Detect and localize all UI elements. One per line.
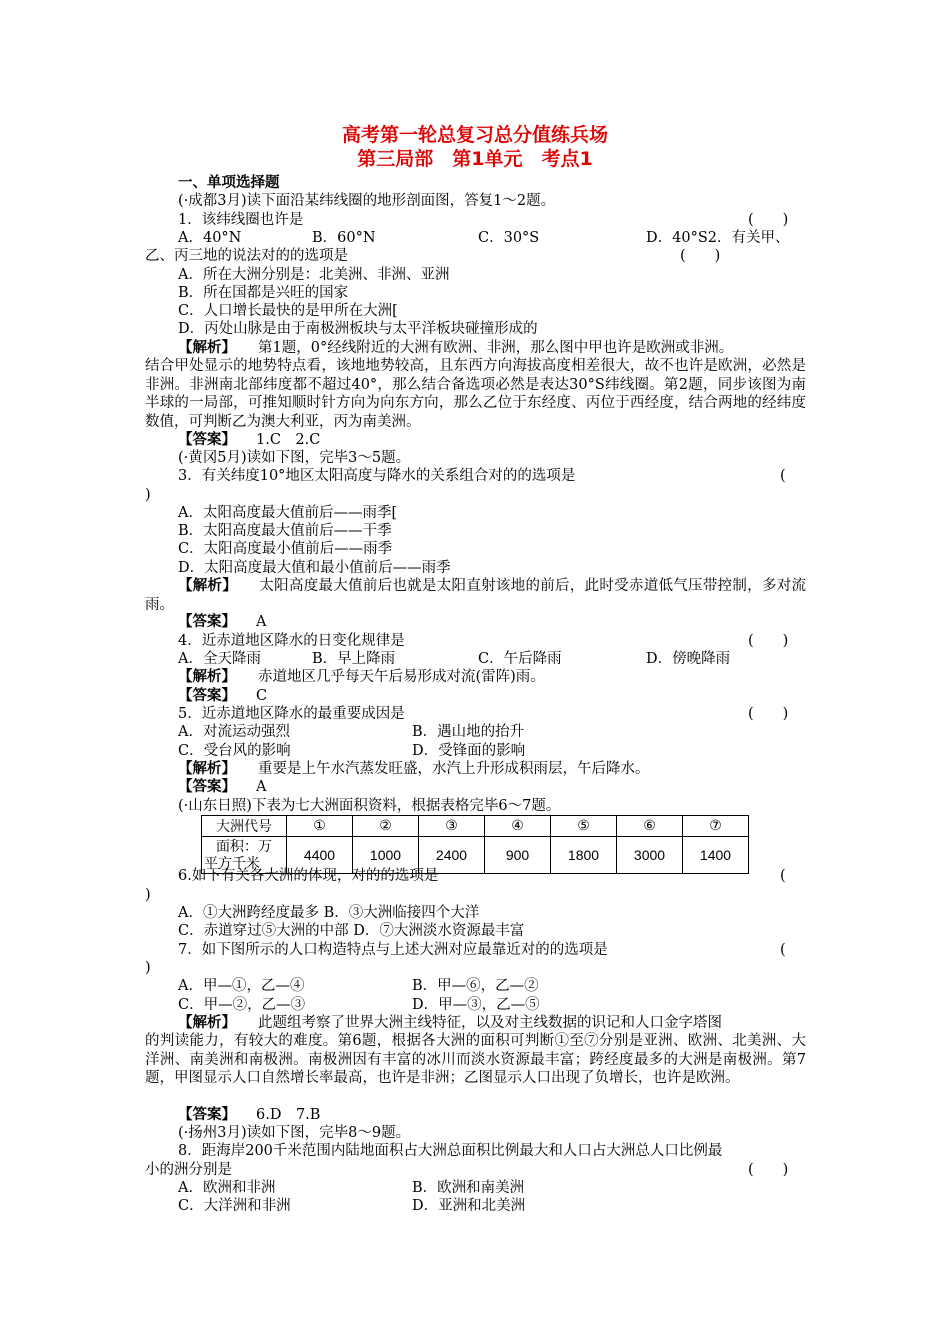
question-3-option-c: C．太阳高度最小值前后——雨季	[178, 541, 393, 557]
question-1-stem: 1．该纬线圈也许是	[178, 212, 304, 228]
question-1-option-d: D．40°S2．有关甲、	[646, 230, 790, 246]
analysis-label: 【解析】	[178, 668, 236, 685]
question-8-option-b: B．欧洲和南美洲	[412, 1180, 525, 1196]
table-value-7: 1400	[683, 837, 749, 874]
table-code-4: ④	[485, 816, 551, 837]
analysis-6-7-body: 的判读能力，有较大的难度。第6题，根据各大洲的面积可判断①至⑦分别是亚洲、欧洲、北美洲、大洋洲、南美洲和南极洲。南极洲因有丰富的冰川而淡水资源最丰富；跨经度最多的大洲是南极洲。第7题，甲图显示人口自然增长率最高，也许是非洲；乙图显示人口出现了负增长，也许是欧洲。	[145, 1033, 806, 1086]
table-code-1: ①	[287, 816, 353, 837]
analysis-4	[178, 668, 545, 686]
analysis-1-2-body: 结合甲处显示的地势特点看，该地地势较高，且东西方向海拔高度相差很大，故不也许是欧洲，必然是非洲。非洲南北部纬度都不超过40°，那么结合备选项必然是表达30°S纬线圈。第2题，同步该图为南半球的一局部，可推知顺时针方向为向东方向，那么乙位于东经度、丙位于西经度，结合两地的经纬度数值，可判断乙为澳大利亚，丙为南美洲。	[145, 358, 806, 430]
answer-3	[178, 613, 266, 631]
table-row-label-line1: 面积：万	[216, 838, 272, 854]
question-3-option-d: D．太阳高度最大值和最小值前后——雨季	[178, 560, 451, 576]
answer-6-7-value: 6.D 7.B	[256, 1107, 321, 1123]
question-3-paren-open: (	[780, 468, 786, 484]
question-5-stem: 5．近赤道地区降水的最重要成因是	[178, 706, 405, 722]
answer-4	[178, 687, 267, 705]
question-7-paren-close: )	[145, 960, 151, 976]
question-4-option-b: B．早上降雨	[312, 651, 396, 667]
intro-q8-9: (·扬州3月)读如下图，完毕8～9题。	[178, 1125, 411, 1141]
document-title: 高考第一轮总复习总分值练兵场	[341, 124, 608, 146]
table-code-6: ⑥	[617, 816, 683, 837]
question-6-paren-close: )	[145, 887, 151, 903]
question-1-option-c: C．30°S	[478, 230, 540, 246]
analysis-1-2-first-line	[178, 339, 733, 357]
question-1-option-a: A．40°N	[178, 230, 242, 246]
analysis-5	[178, 760, 650, 778]
question-3-stem: 3．有关纬度10°地区太阳高度与降水的关系组合对的的选项是	[178, 468, 576, 484]
analysis-label: 【解析】	[178, 1014, 236, 1031]
question-4-option-c: C．午后降雨	[478, 651, 562, 667]
question-3-option-b: B．太阳高度最大值前后——干季	[178, 523, 392, 539]
question-7-stem: 7．如下图所示的人口构造特点与上述大洲对应最靠近对的的选项是	[178, 942, 608, 958]
question-6-stem: 6.如下有关各大洲的体现，对的的选项是	[178, 868, 439, 884]
table-value-5: 1800	[551, 837, 617, 874]
question-1-option-b: B．60°N	[312, 230, 376, 246]
question-5-option-d: D．受锋面的影响	[412, 743, 526, 759]
answer-1-2-value: 1.C 2.C	[256, 432, 321, 448]
question-7-paren-open: (	[780, 942, 786, 958]
question-4-option-a: A．全天降雨	[178, 651, 261, 667]
answer-6-7	[178, 1106, 320, 1124]
question-2-option-d: D．丙处山脉是由于南极洲板块与太平洋板块碰撞形成的	[178, 321, 538, 337]
analysis-label: 【解析】	[178, 760, 236, 777]
question-3-paren-close: )	[145, 487, 151, 503]
answer-4-value: C	[256, 688, 268, 704]
analysis-1-2-lead: 第1题，0°经线附近的大洲有欧洲、非洲，那么图中甲也许是欧洲或非洲。	[258, 340, 734, 356]
question-1-paren: ( )	[748, 212, 789, 228]
analysis-6-7-lead: 此题组考察了世界大洲主线特征，以及对主线数据的识记和人口金字塔图	[258, 1015, 722, 1031]
table-value-2: 1000	[353, 837, 419, 874]
intro-q3-5: (·黄冈5月)读如下图，完毕3～5题。	[178, 450, 411, 466]
table-header-label: 大洲代号	[202, 816, 287, 837]
answer-label: 【答案】	[178, 1106, 236, 1123]
intro-q6-7: (·山东日照)下表为七大洲面积资料，根据表格完毕6～7题。	[178, 798, 561, 814]
question-8-paren: ( )	[748, 1162, 789, 1178]
continent-area-table	[201, 815, 749, 874]
question-5-paren: ( )	[748, 706, 789, 722]
answer-3-value: A	[256, 614, 267, 630]
intro-q1-2: (·成都3月)读下面沿某纬线圈的地形剖面图，答复1～2题。	[178, 193, 556, 209]
section-heading: 一、单项选择题	[178, 174, 280, 191]
question-2-paren: ( )	[680, 248, 721, 264]
table-value-3: 2400	[419, 837, 485, 874]
table-value-1: 4400	[287, 837, 353, 874]
question-5-option-a: A．对流运动强烈	[178, 724, 290, 740]
question-2-option-c: C．人口增长最快的是甲所在大洲[	[178, 303, 398, 319]
answer-5	[178, 778, 266, 796]
answer-label: 【答案】	[178, 687, 236, 704]
question-6-paren-open: (	[780, 868, 786, 884]
answer-5-value: A	[256, 779, 267, 795]
table-code-5: ⑤	[551, 816, 617, 837]
analysis-label: 【解析】	[178, 339, 236, 356]
table-row-label-line2: 平方千米	[204, 855, 260, 871]
answer-label: 【答案】	[178, 613, 236, 630]
table-value-4: 900	[485, 837, 551, 874]
analysis-5-text: 重要是上午水汽蒸发旺盛，水汽上升形成积雨层，午后降水。	[258, 761, 650, 777]
question-7-option-b: B．甲—⑥，乙—②	[412, 978, 539, 994]
table-header-row	[202, 816, 749, 837]
question-2-option-b: B．所在国都是兴旺的国家	[178, 285, 349, 301]
answer-label: 【答案】	[178, 778, 236, 795]
question-4-paren: ( )	[748, 633, 789, 649]
question-3-option-a: A．太阳高度最大值前后——雨季[	[178, 505, 398, 521]
question-5-option-b: B．遇山地的抬升	[412, 724, 525, 740]
table-code-3: ③	[419, 816, 485, 837]
question-7-option-a: A．甲—①，乙—④	[178, 978, 305, 994]
table-code-7: ⑦	[683, 816, 749, 837]
analysis-3	[145, 577, 806, 614]
question-7-option-d: D．甲—③，乙—⑤	[412, 997, 540, 1013]
question-6-options-ab: A．①大洲跨经度最多 B．③大洲临接四个大洋	[178, 905, 480, 921]
question-5-option-c: C．受台风的影响	[178, 743, 291, 759]
table-value-6: 3000	[617, 837, 683, 874]
question-8-option-d: D．亚洲和北美洲	[412, 1198, 526, 1214]
question-2-stem: 乙、丙三地的说法对的的选项是	[145, 248, 348, 264]
analysis-4-text: 赤道地区几乎每天午后易形成对流(雷阵)雨。	[258, 669, 545, 685]
analysis-6-7-first-line	[178, 1014, 722, 1032]
question-6-options-cd: C．赤道穿过⑤大洲的中部 D．⑦大洲淡水资源最丰富	[178, 923, 525, 939]
question-4-stem: 4．近赤道地区降水的日变化规律是	[178, 633, 405, 649]
analysis-label: 【解析】	[178, 577, 238, 594]
question-7-option-c: C．甲—②，乙—③	[178, 997, 306, 1013]
table-code-2: ②	[353, 816, 419, 837]
question-8-option-c: C．大洋洲和非洲	[178, 1198, 291, 1214]
question-4-option-d: D．傍晚降雨	[646, 651, 731, 667]
question-8-option-a: A．欧洲和非洲	[178, 1180, 276, 1196]
analysis-3-text: 太阳高度最大值前后也就是太阳直射该地的前后，此时受赤道低气压带控制，多对流雨。	[145, 578, 806, 613]
question-8-stem-line2: 小的洲分别是	[145, 1162, 232, 1178]
answer-1-2	[178, 431, 320, 449]
answer-label: 【答案】	[178, 431, 236, 448]
document-subtitle: 第三局部 第1单元 考点1	[357, 148, 593, 170]
question-8-stem-line1: 8．距海岸200千米范围内陆地面积占大洲总面积比例最大和人口占大洲总人口比例最	[178, 1143, 723, 1159]
question-2-option-a: A．所在大洲分别是：北美洲、非洲、亚洲	[178, 267, 450, 283]
